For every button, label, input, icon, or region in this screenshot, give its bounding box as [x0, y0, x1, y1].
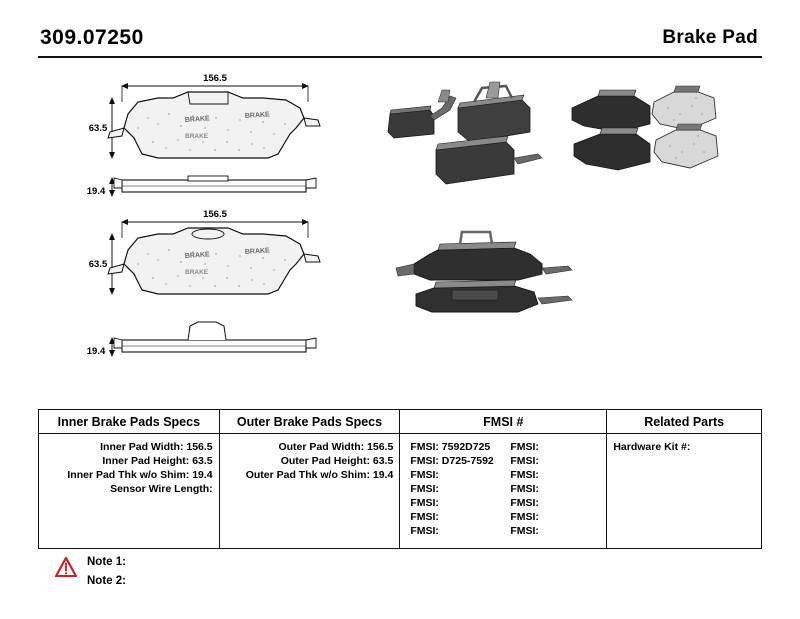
svg-text:63.5: 63.5	[88, 123, 108, 134]
table-row	[406, 496, 600, 510]
svg-text:156.5: 156.5	[203, 73, 227, 84]
fmsi-left: FMSI:	[410, 483, 439, 495]
related-parts-title: Related Parts	[607, 410, 761, 434]
table-row	[406, 524, 600, 538]
specs-tables	[38, 409, 762, 549]
svg-text:63.5: 63.5	[88, 259, 108, 270]
fmsi-left: FMSI:	[410, 511, 439, 523]
svg-text:19.4: 19.4	[86, 186, 106, 197]
inner-pad-specs-title: Inner Brake Pads Specs	[39, 410, 219, 434]
spec-row: Outer Pad Height: 63.5	[280, 455, 394, 467]
spec-row: Outer Pad Thk w/o Shim: 19.4	[245, 469, 394, 481]
rear-pad-side-photo-group	[396, 232, 572, 312]
technical-drawings-area	[38, 62, 762, 392]
note-2: Note 2:	[87, 575, 126, 587]
fmsi-right: FMSI:	[510, 497, 539, 509]
spec-row: Inner Pad Thk w/o Shim: 19.4	[67, 469, 213, 481]
svg-text:BRAKE: BRAKE	[185, 133, 209, 140]
fmsi-right: FMSI:	[510, 483, 539, 495]
svg-text:BRAKE: BRAKE	[185, 269, 209, 276]
outer-pad-specs-column	[220, 410, 401, 548]
note-1: Note 1:	[87, 556, 126, 568]
fmsi-body	[400, 434, 606, 548]
fmsi-right: FMSI:	[510, 441, 539, 453]
notes-section	[55, 553, 126, 591]
rear-pad-photo-group	[572, 86, 718, 170]
fmsi-left: FMSI:	[410, 469, 439, 481]
spec-row: Inner Pad Height: 63.5	[102, 455, 213, 467]
spec-row: Sensor Wire Length:	[110, 483, 213, 495]
related-parts-column	[607, 410, 761, 548]
table-row	[406, 482, 600, 496]
spec-row: Hardware Kit #:	[613, 441, 691, 453]
fmsi-column	[400, 410, 607, 548]
fmsi-left: FMSI:	[410, 525, 439, 537]
fmsi-right: FMSI:	[510, 525, 539, 537]
warning-triangle-icon	[55, 557, 77, 577]
svg-text:BRAKE: BRAKE	[184, 251, 210, 260]
document-type-title: Brake Pad	[662, 27, 758, 48]
spec-row: Inner Pad Width: 156.5	[100, 441, 213, 453]
fmsi-left: FMSI: 7592D725	[410, 441, 491, 453]
fmsi-right: FMSI:	[510, 455, 539, 467]
svg-text:BRAKE: BRAKE	[244, 111, 270, 120]
fmsi-right: FMSI:	[510, 511, 539, 523]
fmsi-title: FMSI #	[400, 410, 606, 434]
fmsi-left: FMSI:	[410, 497, 439, 509]
svg-text:BRAKE: BRAKE	[184, 115, 210, 124]
svg-text:BRAKE: BRAKE	[244, 247, 270, 256]
svg-text:19.4: 19.4	[86, 346, 106, 357]
fmsi-left: FMSI: D725-7592	[410, 455, 494, 467]
outer-pad-specs-title: Outer Brake Pads Specs	[220, 410, 400, 434]
inner-pad-specs-body	[39, 434, 219, 542]
table-row	[406, 454, 600, 468]
front-pad-photo-group	[388, 82, 542, 184]
rear-pad-drawing	[87, 209, 320, 357]
table-row	[406, 440, 600, 454]
related-parts-body	[607, 434, 761, 542]
spec-row: Outer Pad Width: 156.5	[278, 441, 394, 453]
fmsi-right: FMSI:	[510, 469, 539, 481]
part-number: 309.07250	[40, 26, 144, 49]
inner-pad-specs-column	[39, 410, 220, 548]
note-lines	[87, 553, 126, 591]
table-row	[406, 510, 600, 524]
document-header	[38, 20, 762, 58]
front-pad-drawing	[87, 73, 320, 197]
outer-pad-specs-body	[220, 434, 400, 542]
svg-text:156.5: 156.5	[203, 209, 227, 220]
table-row	[406, 468, 600, 482]
